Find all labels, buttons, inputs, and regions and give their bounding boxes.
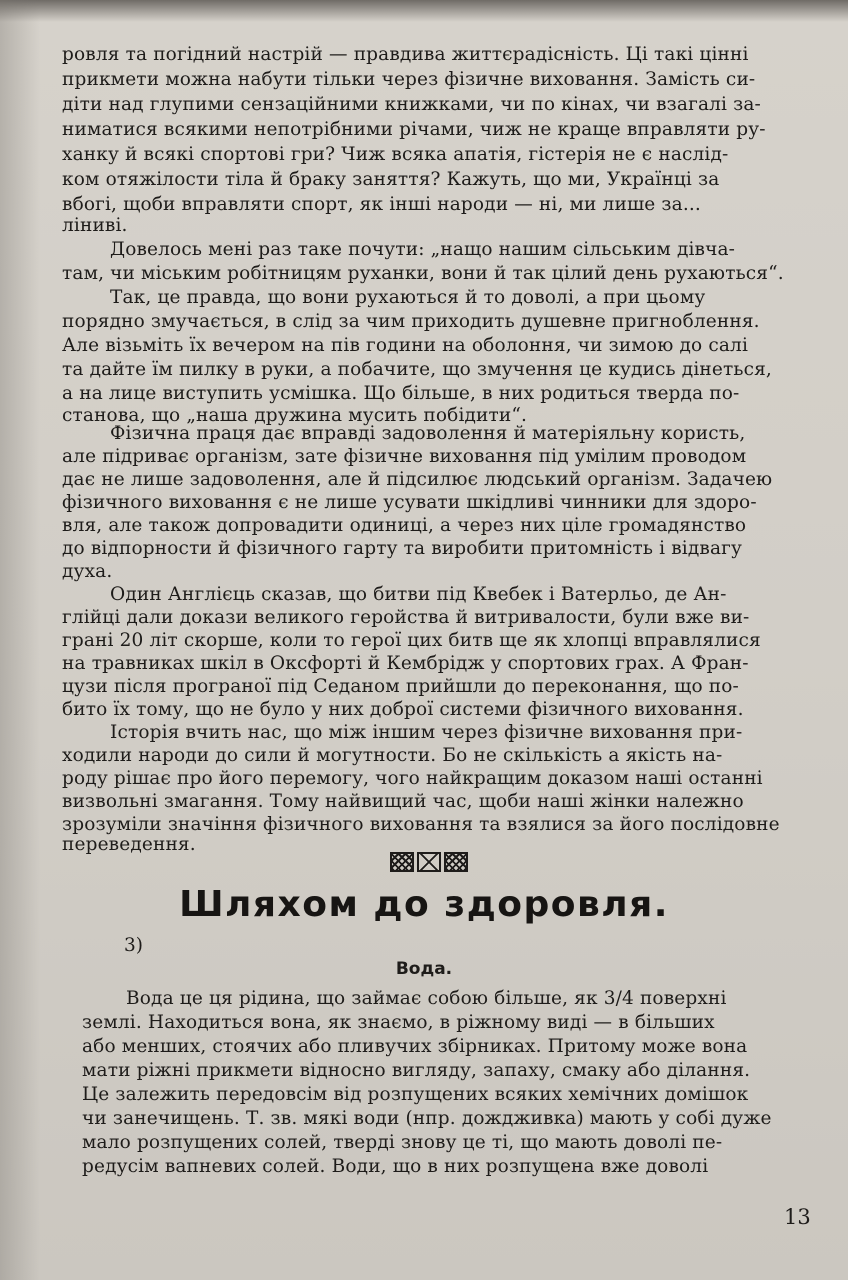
text-line: там, чи міським робітницям руханки, вони й так цілий день рухаються“. [62,263,784,284]
text-line: Історія вчить нас, що між іншим через фізичне виховання при- [110,722,743,743]
text-line: та дайте їм пилку в руки, а побачите, що змучення це кудись дінеться, [62,359,772,380]
text-line: ходили народи до сили й могутности. Бо не скількість а якість на- [62,745,723,766]
text-line: Фізична праця дає вправді задоволення й матеріяльну користь, [110,423,746,444]
subsection-heading: Вода. [395,959,453,979]
page-number: 13 [784,1205,811,1229]
text-line: зрозуміли значіння фізичного виховання та взялися за його послідовне [62,814,780,835]
text-line: фізичного виховання є не лише усувати шкідливі чинники для здоро- [62,492,757,513]
text-line: переведення. [62,834,196,855]
text-line: або менших, стоячих або пливучих збірниках. Притому може вона [82,1036,748,1057]
text-line: Але візьміть їх вечером на пів години на оболоння, чи зимою до салі [62,335,749,356]
text-line: прикмети можна набути тільки через фізичне виховання. Замість си- [62,69,756,90]
text-line: вля, але також допровадити одиниці, а через них ціле громадянство [62,515,747,536]
section-number: 3) [124,935,143,956]
text-line: станова, що „наша дружина мусить побідити“. [62,405,528,426]
text-line: глійці дали докази великого геройства й витривалости, були вже ви- [62,607,750,628]
text-line: до відпорности й фізичного гарту та виробити притомність і відвагу [62,538,743,559]
section-heading: Шляхом до здоровля. [179,884,669,925]
text-line: але підриває організм, зате фізичне виховання під умілим проводом [62,446,747,467]
text-line: ханку й всякі спортові гри? Чиж всяка апатія, гістерія не є наслід- [62,144,729,165]
text-line: духа. [62,561,113,582]
text-line: ровля та погідний настрій — правдива життєрадісність. Ці такі цінні [62,44,749,65]
text-line: вбогі, щоби вправляти спорт, як інші народи — ні, ми лише за... [62,194,701,215]
body-text-bottom [82,0,822,1280]
text-line: землі. Находиться вона, як знаємо, в ріжному виді — в більших [82,1012,715,1033]
text-line: чи занечищень. Т. зв. мякі води (нпр. дождживка) мають у собі дуже [82,1108,772,1129]
text-line: роду рішає про його перемогу, чого найкращим доказом наші останні [62,768,763,789]
text-line: грані 20 літ скорше, коли то герої цих битв ще як хлопці вправлялися [62,630,761,651]
text-line: визвольні змагання. Тому найвищий час, щоби наші жінки належно [62,791,744,812]
text-line: Це залежить передовсім від розпущених всяких хемічних домішок [82,1084,749,1105]
text-line: Один Англієць сказав, що битви під Квебек і Ватерльо, де Ан- [110,584,727,605]
text-line: цузи після програної під Седаном прийшли до переконання, що по- [62,676,739,697]
text-line: Вода це ця рідина, що займає собою більше, як 3/4 поверхні [126,988,727,1009]
text-line: ком отяжілости тіла й браку заняття? Кажуть, що ми, Українці за [62,169,720,190]
text-line: дає не лише задоволення, але й підсилює людський організм. Задачею [62,469,773,490]
text-line: а на лице виступить усмішка. Що більше, в них родиться тверда по- [62,383,740,404]
text-line: діти над глупими сензаційними книжками, чи по кінах, чи взагалі за- [62,94,761,115]
text-line: ліниві. [62,215,128,236]
text-line: Так, це правда, що вони рухаються й то доволі, а при цьому [110,287,706,308]
text-line: порядно змучається, в слід за чим приходить душевне пригноблення. [62,311,760,332]
page-gutter-shadow [0,0,40,1280]
text-line: мало розпущених солей, тверді знову це ті, що мають доволі пе- [82,1132,723,1153]
text-line: ниматися всякими непотрібними річами, чиж не краще вправляти ру- [62,119,766,140]
text-line: редусім вапневих солей. Води, що в них розпущена вже доволі [82,1156,709,1177]
text-line: мати ріжні прикмети відносно вигляду, запаху, смаку або ділання. [82,1060,751,1081]
text-line: бито їх тому, що не було у них доброї системи фізичного виховання. [62,699,744,720]
text-line: на травниках шкіл в Оксфорті й Кембрідж у спортових грах. А Фран- [62,653,749,674]
text-line: Довелось мені раз таке почути: „нащо нашим сільським дівча- [110,239,736,260]
